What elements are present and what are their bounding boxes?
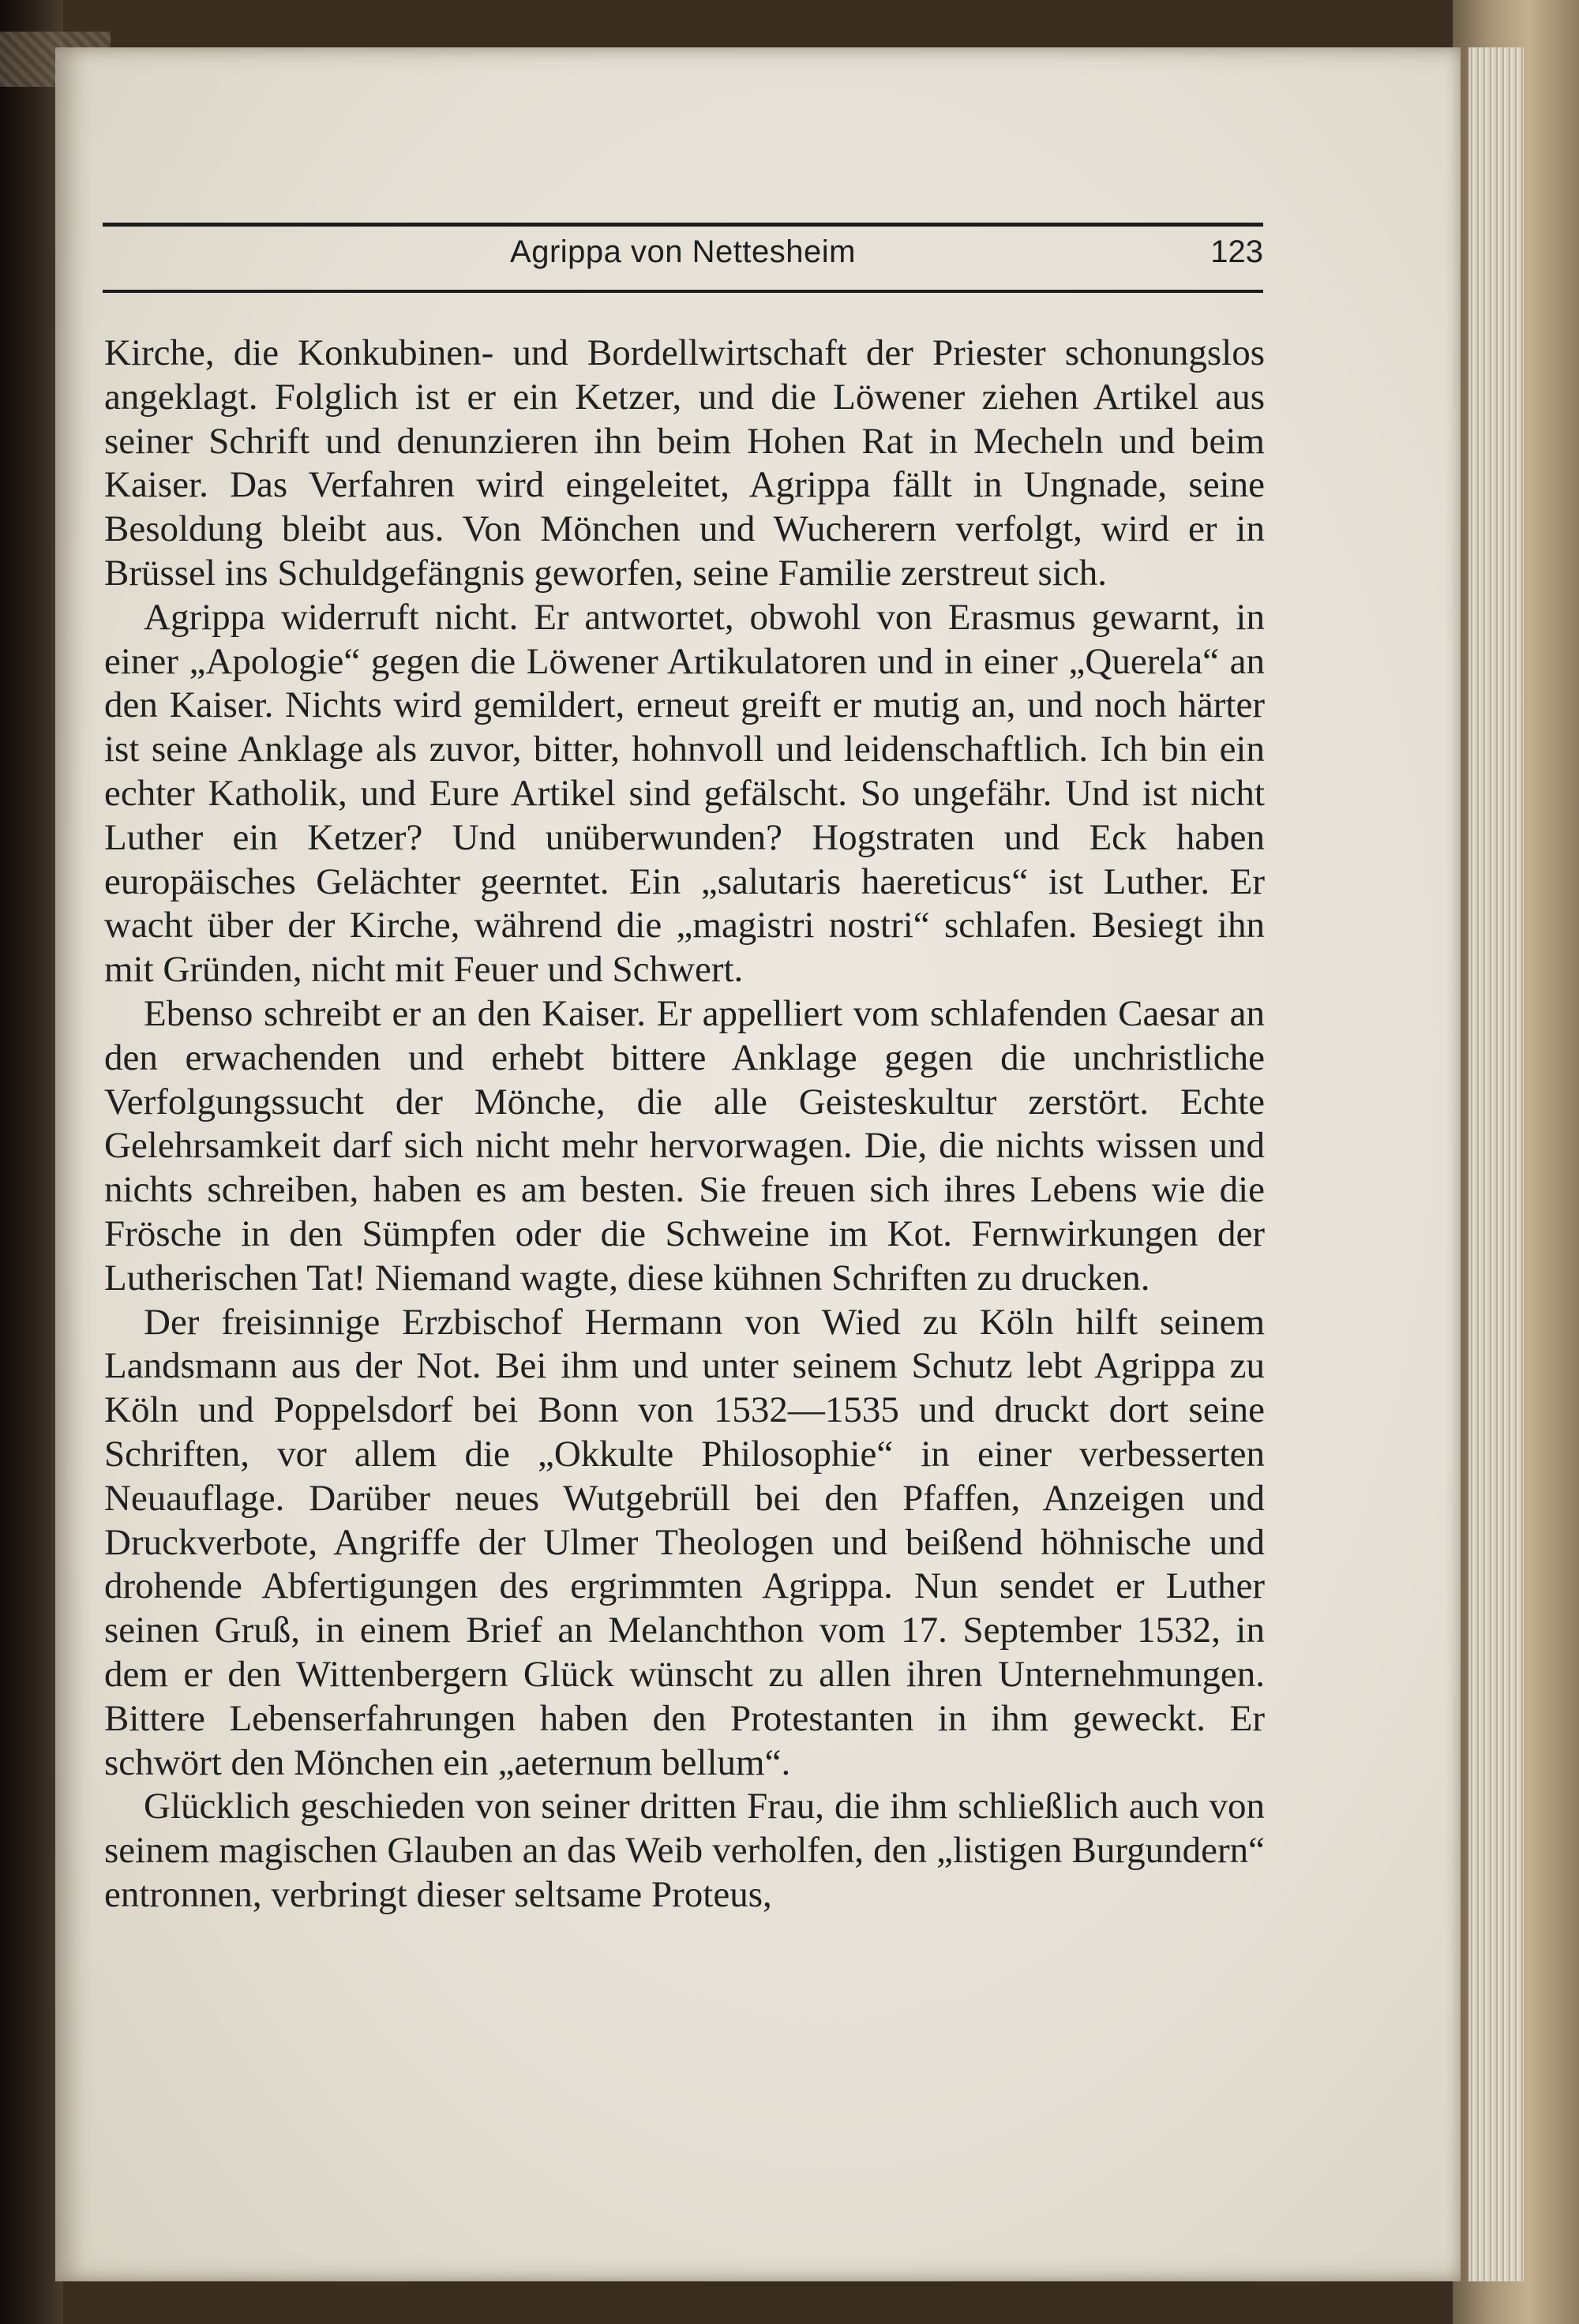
page-stack-edge (1468, 47, 1524, 2281)
paragraph: Kirche, die Konkubinen- und Bordellwirtschaft der Priester schonungslos angeklagt. Folglich ist er ein Ketzer, und die Löwener ziehen Artikel aus seiner Schrift und denunzieren ihn beim Hohen Rat in Mecheln und beim Kaiser. Das Verfahren wird eingeleitet, Agrippa fällt in Ungnade, seine Besoldung bleibt aus. Von Mönchen und Wucherern verfolgt, wird er in Brüssel ins Schuldgefängnis geworfen, seine Familie zerstreut sich. (104, 332, 1265, 594)
paragraph: Der freisinnige Erzbischof Hermann von Wied zu Köln hilft seinem Landsmann aus der Not. Bei ihm und unter seinem Schutz lebt Agrippa zu Köln und Poppelsdorf bei Bonn von 1532—1535 und druckt dort seine Schriften, vor allem die „Okkulte Philosophie“ in einer verbesserten Neuauflage. Darüber neues Wutgebrüll bei den Pfaffen, Anzeigen und Druckverbote, Angriffe der Ulmer Theologen und beißend höhnische und drohende Abfertigungen des ergrimmten Agrippa. Nun sendet er Luther seinen Gruß, in einem Brief an Melanchthon vom 17. September 1532, in dem er den Wittenbergern Glück wünscht zu allen ihren Unternehmungen. Bittere Lebenserfahrungen haben den Protestanten in ihm geweckt. Er schwört den Mönchen ein „aeternum bellum“. (104, 1301, 1265, 1783)
body-text (104, 332, 1265, 1917)
paragraph: Agrippa widerruft nicht. Er antwortet, obwohl von Erasmus gewarnt, in einer „Apologie“ gegen die Löwener Artikulatoren und in einer „Querela“ an den Kaiser. Nichts wird gemildert, erneut greift er mutig an, und noch härter ist seine Anklage als zuvor, bitter, hohnvoll und leidenschaftlich. Ich bin ein echter Katholik, und Eure Artikel sind gefälscht. So ungefähr. Und ist nicht Luther ein Ketzer? Und unüberwunden? Hogstraten und Eck haben europäisches Gelächter geerntet. Ein „salutaris haereticus“ ist Luther. Er wacht über der Kirche, während die „magistri nostri“ schlafen. Besiegt ihn mit Gründen, nicht mit Feuer und Schwert. (104, 596, 1265, 991)
paragraph: Glücklich geschieden von seiner dritten Frau, die ihm schließlich auch von seinem magischen Glauben an das Weib verholfen, den „listigen Burgundern“ entronnen, verbringt dieser seltsame Proteus, (104, 1786, 1265, 1915)
paragraph: Ebenso schreibt er an den Kaiser. Er appelliert vom schlafenden Caesar an den erwachenden und erhebt bittere Anklage gegen die unchristliche Verfolgungssucht der Mönche, die alle Geisteskultur zerstört. Echte Gelehrsamkeit darf sich nicht mehr hervorwagen. Die, die nichts wissen und nichts schreiben, haben es am besten. Sie freuen sich ihres Lebens wie die Frösche in den Sümpfen oder die Schweine im Kot. Fernwirkungen der Lutherischen Tat! Niemand wagte, diese kühnen Schriften zu drucken. (104, 992, 1265, 1299)
page-header (103, 223, 1263, 293)
running-title: Agrippa von Nettesheim (510, 234, 856, 269)
page-number: 123 (1210, 234, 1263, 269)
previous-page-edge (0, 0, 63, 2324)
